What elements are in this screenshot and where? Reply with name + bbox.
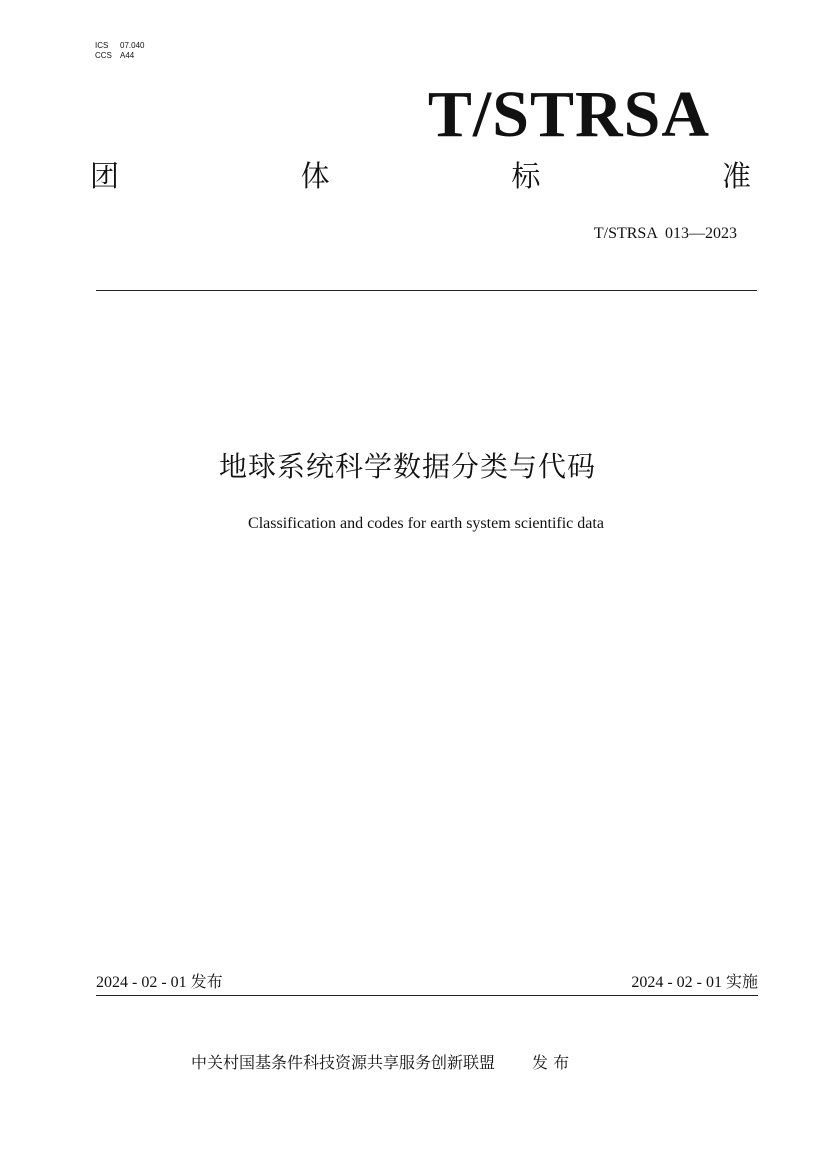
publisher-action: 发 布: [532, 1053, 570, 1072]
footer-divider: [96, 995, 758, 996]
ics-row: [95, 41, 144, 51]
implementation-date-block: [631, 972, 758, 993]
standard-type-char: 准: [721, 159, 751, 193]
ics-label: ICS: [95, 41, 109, 50]
standard-type-char: 体: [300, 159, 330, 193]
ics-value: 07.040: [120, 41, 145, 50]
issue-label: 发布: [190, 972, 223, 991]
standard-type: [90, 158, 751, 194]
header-divider: [96, 290, 757, 291]
issue-date-block: [96, 972, 223, 993]
publisher-line: [191, 1052, 569, 1074]
standard-type-char: 标: [511, 159, 541, 193]
implementation-date: 2024 - 02 - 01: [631, 974, 722, 991]
ccs-value: A44: [120, 51, 135, 60]
standard-type-char: 团: [90, 159, 120, 193]
document-title-chinese: 地球系统科学数据分类与代码: [218, 450, 596, 483]
standard-brand: T/STRSA: [427, 78, 710, 151]
issue-date: 2024 - 02 - 01: [96, 974, 187, 991]
publisher-name: 中关村国基条件科技资源共享服务创新联盟: [191, 1053, 496, 1072]
ccs-label: CCS: [95, 51, 112, 60]
document-title-english: Classification and codes for earth system scientific data: [248, 515, 604, 532]
standard-number: T/STRSA 013—2023: [593, 225, 737, 242]
classification-codes: [95, 41, 144, 61]
ccs-row: [95, 51, 144, 61]
implementation-label: 实施: [725, 972, 758, 991]
